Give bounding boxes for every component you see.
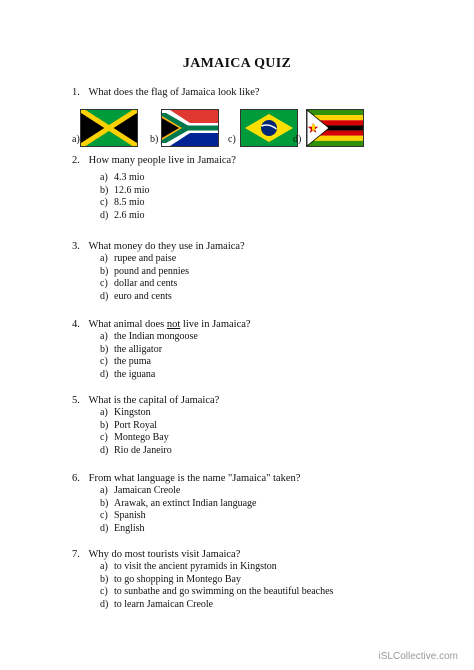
option-text: Montego Bay <box>114 432 169 444</box>
option-text: to go shopping in Montego Bay <box>114 573 241 585</box>
option-letter: a) <box>100 331 108 342</box>
option-text: rupee and paise <box>114 253 177 264</box>
option-text: Arawak, an extinct Indian language <box>114 497 257 509</box>
option-letter: b) <box>100 265 109 277</box>
answer-list <box>100 172 150 223</box>
option-letter: b) <box>100 573 109 585</box>
option-letter: a) <box>100 485 108 496</box>
question-6 <box>72 472 300 485</box>
question-text: From what language is the name "Jamaica" taken? <box>88 473 301 484</box>
question-text <box>88 319 250 330</box>
option-letter: d) <box>100 445 109 457</box>
watermark-footer: iSLCollective.com <box>378 651 458 662</box>
question-text: What money do they use in Jamaica? <box>88 241 245 252</box>
option-text: Rio de Janeiro <box>114 445 172 457</box>
answer-option[interactable] <box>100 586 333 599</box>
option-text: the Indian mongoose <box>114 331 198 342</box>
question-text-emphasis: not <box>166 319 181 330</box>
answer-option[interactable] <box>100 291 189 304</box>
answer-option[interactable] <box>100 344 198 357</box>
question-5 <box>72 394 219 407</box>
question-number: 5. <box>72 395 80 406</box>
option-letter: b) <box>100 343 109 355</box>
option-text: English <box>114 523 145 535</box>
jamaica-flag-graphic <box>81 110 137 146</box>
option-letter: b) <box>100 184 109 196</box>
option-letter: c) <box>228 134 236 145</box>
option-text: dollar and cents <box>114 278 178 290</box>
answer-option[interactable] <box>100 498 256 511</box>
answer-option[interactable] <box>100 432 172 445</box>
option-text: pound and pennies <box>114 265 189 277</box>
answer-option[interactable] <box>100 485 256 498</box>
answer-option[interactable] <box>100 407 172 420</box>
question-1 <box>72 86 260 99</box>
question-text-end: live in Jamaica? <box>180 319 251 330</box>
page-title: JAMAICA QUIZ <box>182 56 292 71</box>
question-number: 6. <box>72 473 80 484</box>
option-letter: d) <box>100 210 109 222</box>
option-text: the puma <box>114 356 151 368</box>
option-letter: d) <box>293 134 302 145</box>
option-letter: c) <box>100 278 108 290</box>
option-letter: c) <box>100 356 108 368</box>
option-text: to visit the ancient pyramids in Kingston <box>114 561 277 572</box>
south-africa-flag-graphic <box>162 110 218 146</box>
option-text: 4.3 mio <box>114 172 145 183</box>
question-text: What is the capital of Jamaica? <box>88 395 220 406</box>
brazil-flag <box>240 109 298 147</box>
option-text: Spanish <box>114 510 146 522</box>
jamaica-flag <box>80 109 138 147</box>
option-letter: a) <box>100 253 108 264</box>
answer-list <box>100 485 256 536</box>
question-text: What does the flag of Jamaica look like? <box>88 87 260 98</box>
option-text: the alligator <box>114 343 163 355</box>
answer-option[interactable] <box>100 523 256 536</box>
answer-option[interactable] <box>100 445 172 458</box>
answer-list <box>100 253 189 304</box>
answer-option[interactable] <box>100 510 256 523</box>
option-letter: d) <box>100 369 109 381</box>
option-letter: c) <box>100 510 108 522</box>
answer-option[interactable] <box>100 599 333 612</box>
answer-option[interactable] <box>100 574 333 587</box>
question-number: 3. <box>72 241 80 252</box>
answer-option[interactable] <box>100 172 150 185</box>
option-letter: c) <box>100 197 108 209</box>
answer-option[interactable] <box>100 356 198 369</box>
question-2 <box>72 154 236 167</box>
option-letter: d) <box>100 599 109 611</box>
question-text: How many people live in Jamaica? <box>88 155 236 166</box>
option-letter: a) <box>100 561 108 572</box>
question-text: Why do most tourists visit Jamaica? <box>88 549 241 560</box>
answer-list <box>100 407 172 458</box>
answer-option[interactable] <box>100 278 189 291</box>
option-text: 8.5 mio <box>114 197 145 209</box>
answer-list <box>100 561 333 612</box>
south-africa-flag <box>161 109 219 147</box>
answer-option[interactable] <box>100 266 189 279</box>
option-text: to sunbathe and go swimming on the beautiful beaches <box>114 586 334 598</box>
question-3 <box>72 240 245 253</box>
option-letter: c) <box>100 432 108 444</box>
question-number: 7. <box>72 549 80 560</box>
answer-option[interactable] <box>100 420 172 433</box>
option-letter: b) <box>100 497 109 509</box>
option-text: 2.6 mio <box>114 210 145 222</box>
option-letter: a) <box>72 134 80 145</box>
option-letter: c) <box>100 586 108 598</box>
answer-option[interactable] <box>100 253 189 266</box>
option-letter: a) <box>100 172 108 183</box>
option-text: Jamaican Creole <box>114 485 181 496</box>
answer-list <box>100 331 198 382</box>
option-text: 12.6 mio <box>114 184 150 196</box>
question-7 <box>72 548 240 561</box>
option-letter: d) <box>100 523 109 535</box>
brazil-flag-graphic <box>241 110 297 146</box>
answer-option[interactable] <box>100 197 150 210</box>
option-letter: b) <box>100 419 109 431</box>
option-text: the iguana <box>114 369 156 381</box>
zimbabwe-flag-graphic <box>307 110 363 146</box>
question-text-start: What animal does <box>88 319 167 330</box>
answer-option[interactable] <box>100 210 150 223</box>
question-number: 2. <box>72 155 80 166</box>
option-text: euro and cents <box>114 291 172 303</box>
answer-option[interactable] <box>100 561 333 574</box>
option-text: Kingston <box>114 407 151 418</box>
flag-options <box>0 105 474 147</box>
answer-option[interactable] <box>100 185 150 198</box>
question-number: 1. <box>72 87 80 98</box>
option-letter: a) <box>100 407 108 418</box>
question-4 <box>72 318 251 331</box>
option-text: Port Royal <box>114 419 158 431</box>
option-letter: d) <box>100 291 109 303</box>
question-number: 4. <box>72 319 80 330</box>
option-letter: b) <box>150 134 159 145</box>
zimbabwe-flag <box>306 109 364 147</box>
option-text: to learn Jamaican Creole <box>114 599 214 611</box>
answer-option[interactable] <box>100 331 198 344</box>
answer-option[interactable] <box>100 369 198 382</box>
